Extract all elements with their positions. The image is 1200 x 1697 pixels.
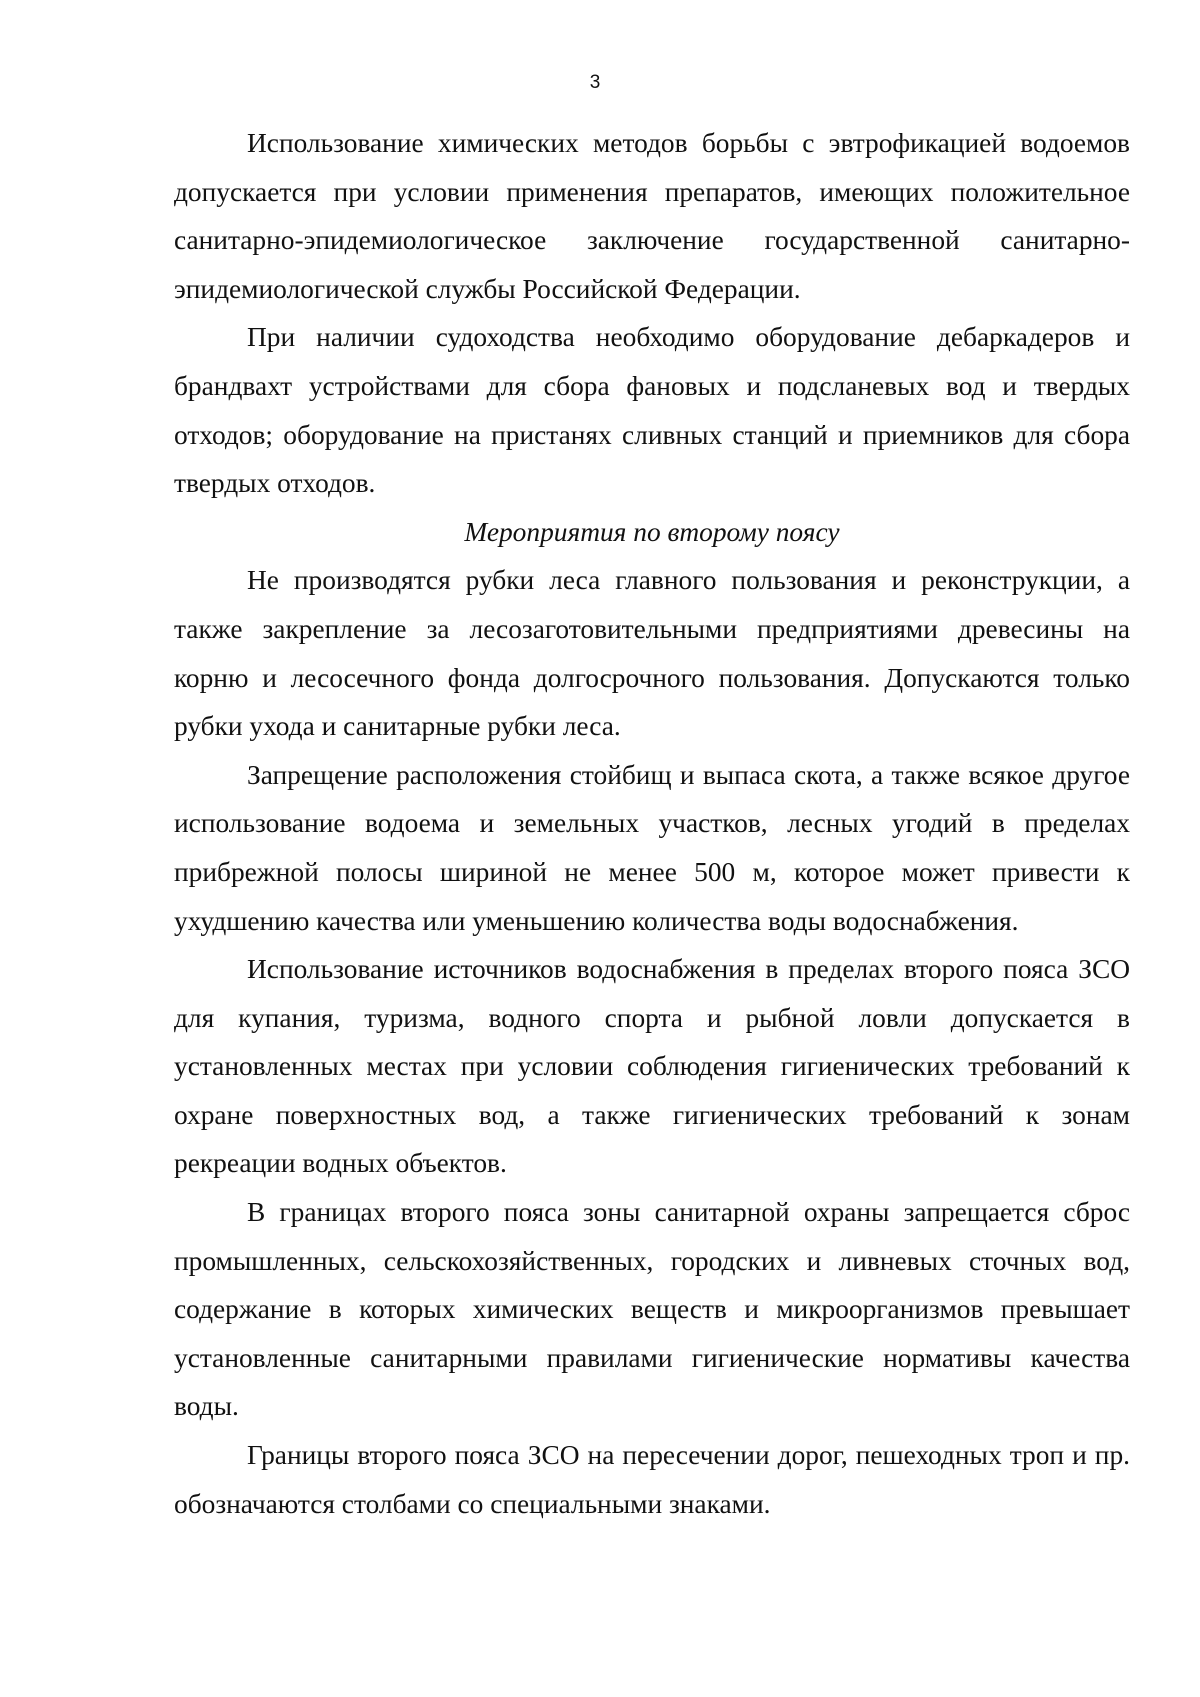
paragraph-shipping: При наличии судоходства необходимо оборудование дебаркадеров и брандвахт устройствами для сбора фановых и подсланевых вод и твердых отходов; оборудование на пристанях сливных станций и приемников для сбора твердых отходов.	[174, 322, 1130, 499]
document-body	[174, 119, 1130, 1528]
paragraph-wastewater: В границах второго пояса зоны санитарной охраны запрещается сброс промышленных, сельскохозяйственных, городских и ливневых сточных вод, содержание в которых химических веществ и микроорганизмов превышает установленные санитарными правилами гигиенические нормативы качества воды.	[174, 1197, 1130, 1422]
page-number: 3	[589, 72, 601, 93]
section-heading: Мероприятия по второму поясу	[464, 516, 840, 547]
paragraph-livestock: Запрещение расположения стойбищ и выпаса скота, а также всякое другое использование водоема и земельных участков, лесных угодий в пределах прибрежной полосы шириной не менее 500 м, которое может привести к ухудшению качества или уменьшению количества воды водоснабжения.	[174, 759, 1130, 936]
paragraph-logging: Не производятся рубки леса главного пользования и реконструкции, а также закрепление за лесозаготовительными предприятиями древесины на корню и лесосечного фонда долгосрочного пользования. Допускаются только рубки ухода и санитарные рубки леса.	[174, 565, 1130, 742]
paragraph-chemical-methods: Использование химических методов борьбы с эвтрофикацией водоемов допускается при условии применения препаратов, имеющих положительное санитарно-эпидемиологическое заключение государственной санитарно-эпидемиологической службы Российской Федерации.	[174, 128, 1130, 304]
paragraph-recreation: Использование источников водоснабжения в пределах второго пояса ЗСО для купания, туризма, водного спорта и рыбной ловли допускается в установленных местах при условии соблюдения гигиенических требований к охране поверхностных вод, а также гигиенических требований к зонам рекреации водных объектов.	[174, 954, 1130, 1179]
paragraph-boundary-markers: Границы второго пояса ЗСО на пересечении дорог, пешеходных троп и пр. обозначаются столбами со специальными знаками.	[174, 1440, 1130, 1519]
